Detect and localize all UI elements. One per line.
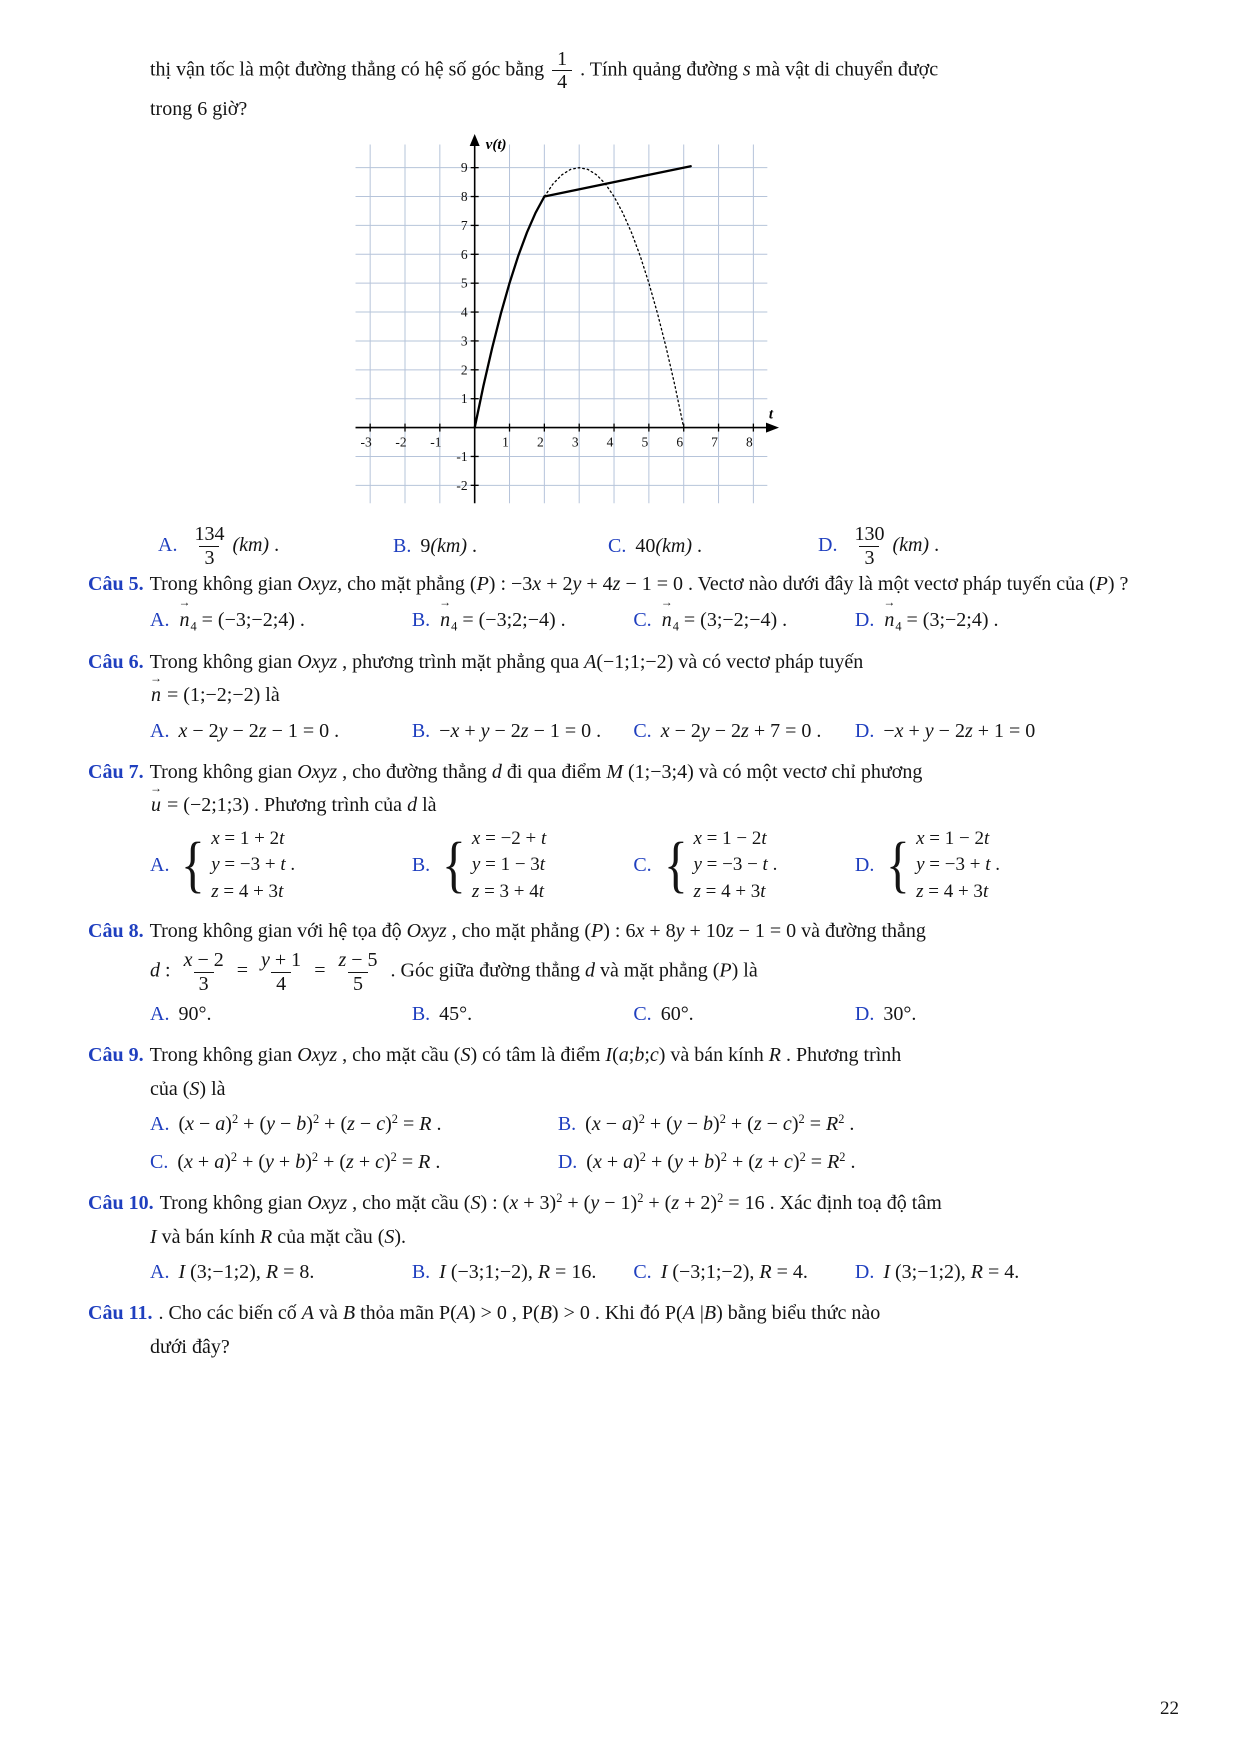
brace-glyph: { (442, 830, 466, 899)
option-d (855, 716, 1157, 746)
question4-text-line2: trong 6 giờ? (150, 97, 248, 120)
y-tick-label: 9 (460, 160, 468, 176)
option-d (855, 1257, 1157, 1287)
y-tick-label: 5 (460, 276, 468, 292)
fraction-numerator: 1 (557, 48, 568, 70)
page-number: 22 (1160, 1698, 1179, 1719)
equation-line: z = 4 + 3t (693, 880, 766, 902)
option-d (818, 523, 1157, 569)
option-text: I (3;−1;2), R = 4. (883, 1261, 1020, 1284)
x-axis-label: t (768, 406, 773, 423)
option-text: I (3;−1;2), R = 8. (178, 1261, 315, 1284)
option-text: 9(km) . (420, 535, 477, 558)
option-letter: C. (633, 1261, 652, 1284)
equation-line: x = −2 + t (471, 828, 547, 850)
equation-line: y = 1 − 3t (471, 854, 546, 876)
option-letter: A. (150, 1113, 170, 1136)
line-equation: d : $\frac{x - 2}{3}$ = $\frac{y + 1}{4}$ = $\frac{z - 5}{5}$ . Góc giữa đường thẳng d và mặt phẳng (P) là (150, 949, 758, 995)
option-letter: D. (854, 1261, 875, 1284)
question5-options-row (88, 605, 1157, 636)
option-letter: D. (854, 608, 875, 631)
question-text (88, 916, 1157, 948)
option-letter: C. (633, 854, 652, 877)
option-c (150, 1147, 558, 1177)
equation-line: z = 3 + 4t (471, 880, 545, 902)
option-letter: B. (411, 1003, 431, 1026)
question-body-line2: dưới đây? (150, 1336, 230, 1359)
option-letter: C. (633, 1003, 652, 1026)
x-tick-label: -1 (430, 434, 442, 450)
question6-options-row (88, 716, 1157, 746)
option-letter: D. (854, 719, 875, 742)
equation-line: x = 1 − 2t (916, 828, 990, 850)
equation-system (661, 826, 778, 905)
question-11 (88, 1298, 1157, 1363)
question4-options-row (88, 523, 1157, 569)
option-c (633, 716, 855, 746)
option-c (633, 999, 855, 1029)
question-body: Trong không gian Oxyz , cho mặt cầu (S) : $(x + 3)^2 + (y - 1)^2 + (z + 2)^2 = 16$ . Xác định toạ độ tâm (159, 1191, 942, 1215)
question-label: Câu 9. (88, 1044, 144, 1067)
y-tick-label: 8 (460, 189, 468, 205)
option-letter: B. (411, 608, 431, 631)
option-text: 40(km) . (635, 535, 702, 558)
option-text: 60°. (660, 1003, 694, 1026)
y-tick-label: 3 (460, 333, 468, 349)
option-letter: A. (158, 533, 178, 556)
option-letter: D. (854, 1003, 875, 1026)
option-text: $(x - a)^2 + (y - b)^2 + (z - c)^2 = R$ . (178, 1112, 442, 1136)
equation-system (439, 826, 546, 905)
velocity-time-graph (351, 133, 1157, 513)
option-text: $n \to_4$ = (3;−2;−4) . (661, 609, 787, 631)
question4-text-pre: thị vận tốc là một đường thẳng có hệ số góc bằng (150, 58, 545, 81)
option-text: $(x + a)^2 + (y + b)^2 + (z + c)^2 = R$ . (177, 1150, 441, 1174)
option-text: $(x - a)^2 + (y - b)^2 + (z - c)^2 = R^2$ . (585, 1112, 855, 1136)
brace-glyph: { (663, 830, 688, 899)
option-text: I (−3;1;−2), R = 4. (660, 1261, 808, 1284)
option-text: x − 2y − 2z + 7 = 0 . (660, 719, 822, 742)
question4-text-line1 (88, 48, 1157, 94)
option-letter: A. (150, 1003, 170, 1026)
option-c (633, 1257, 855, 1287)
equation-system (883, 826, 1000, 905)
option-d (855, 605, 1157, 636)
option-letter: C. (150, 1151, 169, 1174)
option-letter: C. (608, 535, 627, 558)
option-text: I (−3;1;−2), R = 16. (439, 1261, 597, 1284)
option-d (855, 999, 1157, 1029)
fraction-one-quarter (552, 48, 572, 94)
option-letter: D. (818, 533, 838, 556)
question-body: Trong không gian Oxyz , phương trình mặt phẳng qua A(−1;1;−2) và có vectơ pháp tuyến (149, 650, 864, 673)
option-b (412, 605, 634, 636)
question-text (88, 757, 1157, 789)
question-body: . Cho các biến cố A và B thỏa mãn P(A) > 0 , P(B) > 0 . Khi đó P(A |B) bằng biểu thức nào (158, 1302, 881, 1325)
equation-line: x = 1 + 2t (211, 828, 285, 850)
option-b (393, 531, 608, 561)
y-tick-label: 1 (460, 391, 468, 407)
y-axis-label: v(t) (485, 137, 507, 154)
y-tick-label: -1 (456, 449, 468, 465)
option-a (150, 1257, 412, 1287)
question-6 (88, 647, 1157, 746)
option-letter: A. (150, 719, 170, 742)
option-d (855, 826, 1157, 905)
question-10 (88, 1188, 1157, 1287)
equation-system (178, 826, 295, 905)
option-letter: B. (393, 535, 412, 558)
option-c (633, 605, 855, 636)
question-body: Trong không gian với hệ tọa độ Oxyz , cho mặt phẳng (P) : 6x + 8y + 10z − 1 = 0 và đường thẳng (149, 919, 926, 942)
x-tick-label: 3 (571, 434, 579, 450)
x-axis-arrow (766, 423, 779, 433)
y-tick-label: 6 (460, 247, 468, 263)
question-label: Câu 7. (88, 760, 144, 783)
option-a (150, 826, 412, 905)
option-text: $n \to_4$ = (3;−2;4) . (883, 609, 998, 631)
y-tick-label: 2 (460, 362, 468, 378)
x-tick-label: 5 (641, 434, 649, 450)
option-text: $(x + a)^2 + (y + b)^2 + (z + c)^2 = R^2$ . (586, 1150, 856, 1174)
option-b (558, 1109, 1157, 1139)
x-tick-label: 4 (606, 434, 614, 450)
question9-options-grid (88, 1109, 1157, 1177)
option-text: $\frac{130}{3}$ (km) . (854, 523, 940, 569)
option-text: $\frac{134}{3}$ (km) . (194, 523, 280, 569)
question-label: Câu 8. (88, 919, 144, 942)
question-7 (88, 757, 1157, 905)
option-text: 30°. (883, 1003, 917, 1026)
option-text: $n \to_4$ = (−3;−2;4) . (178, 609, 304, 631)
option-text: 90°. (178, 1003, 212, 1026)
x-tick-label: -3 (360, 434, 372, 450)
question-body: Trong không gian Oxyz , cho đường thẳng d đi qua điểm M (1;−3;4) và có một vectơ chỉ phương (149, 760, 923, 783)
question-body-line2: của (S) là (150, 1077, 226, 1100)
question-text (88, 569, 1157, 601)
equation-line: x = 1 − 2t (693, 828, 767, 850)
option-text: 45°. (439, 1003, 473, 1026)
x-tick-label: 2 (536, 434, 544, 450)
question10-options-row (88, 1257, 1157, 1287)
question-text (88, 1040, 1157, 1072)
option-letter: C. (633, 719, 652, 742)
equation-line: y = −3 − t . (693, 854, 778, 876)
option-letter: D. (557, 1151, 578, 1174)
question-label: Câu 6. (88, 650, 144, 673)
option-letter: B. (411, 1261, 431, 1284)
option-b (412, 1257, 634, 1287)
question7-options-row (88, 826, 1157, 905)
question-body-line2: u → = (−2;1;3) . Phương trình của d là (88, 790, 1157, 822)
x-tick-label: 8 (746, 434, 753, 450)
option-a (150, 1109, 558, 1139)
option-text: x − 2y − 2z − 1 = 0 . (178, 719, 340, 742)
equation-line: z = 4 + 3t (916, 880, 989, 902)
question-8 (88, 916, 1157, 1029)
question-text (88, 1298, 1157, 1330)
question-body-line2: n → = (1;−2;−2) là (88, 680, 1157, 712)
option-a (150, 716, 412, 746)
option-a (158, 523, 393, 569)
option-text: −x + y − 2z − 1 = 0 . (439, 719, 602, 742)
equation-line: z = 4 + 3t (211, 880, 284, 902)
question-text (88, 1188, 1157, 1220)
brace-glyph: { (886, 830, 911, 899)
x-tick-label: 6 (676, 434, 684, 450)
option-b (412, 716, 634, 746)
chart-svg (351, 133, 783, 507)
option-letter: A. (150, 1261, 170, 1284)
y-tick-label: -2 (456, 478, 468, 494)
question-text (88, 647, 1157, 679)
fraction-denominator: 4 (552, 70, 572, 93)
x-tick-label: 1 (502, 434, 509, 450)
question-body-line2: I và bán kính R của mặt cầu (S). (150, 1225, 407, 1248)
option-letter: C. (633, 608, 652, 631)
question-body: Trong không gian Oxyz, cho mặt phẳng (P) : −3x + 2y + 4z − 1 = 0 . Vectơ nào dưới đây là một vectơ pháp tuyến của (P) ? (149, 573, 1129, 596)
option-letter: B. (411, 719, 431, 742)
option-d (558, 1147, 1157, 1177)
option-c (633, 826, 855, 905)
option-text: −x + y − 2z + 1 = 0 (883, 719, 1036, 742)
option-a (150, 999, 412, 1029)
question4-text-post: . Tính quảng đường s mà vật di chuyển được (580, 58, 939, 81)
question-label: Câu 10. (88, 1192, 154, 1215)
x-tick-label: 7 (711, 434, 718, 450)
option-a (150, 605, 412, 636)
equation-line: y = −3 + t . (211, 854, 296, 876)
tangent-line-slope-quarter (544, 167, 690, 197)
y-tick-label: 7 (460, 218, 468, 234)
option-letter: B. (557, 1113, 577, 1136)
option-letter: A. (150, 608, 170, 631)
option-c (608, 531, 818, 561)
option-b (412, 999, 634, 1029)
option-b (412, 826, 634, 905)
question-body: Trong không gian Oxyz , cho mặt cầu (S) có tâm là điểm I(a;b;c) và bán kính R . Phương trình (149, 1044, 902, 1067)
y-tick-label: 4 (460, 304, 468, 320)
x-tick-label: -2 (395, 434, 407, 450)
question8-options-row (88, 999, 1157, 1029)
question-label: Câu 11. (88, 1302, 153, 1325)
question-9 (88, 1040, 1157, 1177)
y-axis-arrow (470, 134, 480, 146)
brace-glyph: { (181, 830, 206, 899)
option-letter: D. (854, 854, 875, 877)
question-5 (88, 569, 1157, 636)
option-letter: A. (150, 854, 170, 877)
option-letter: B. (411, 854, 431, 877)
equation-line: y = −3 + t . (916, 854, 1000, 876)
option-text: $n \to_4$ = (−3;2;−4) . (439, 609, 565, 631)
question-label: Câu 5. (88, 573, 144, 596)
